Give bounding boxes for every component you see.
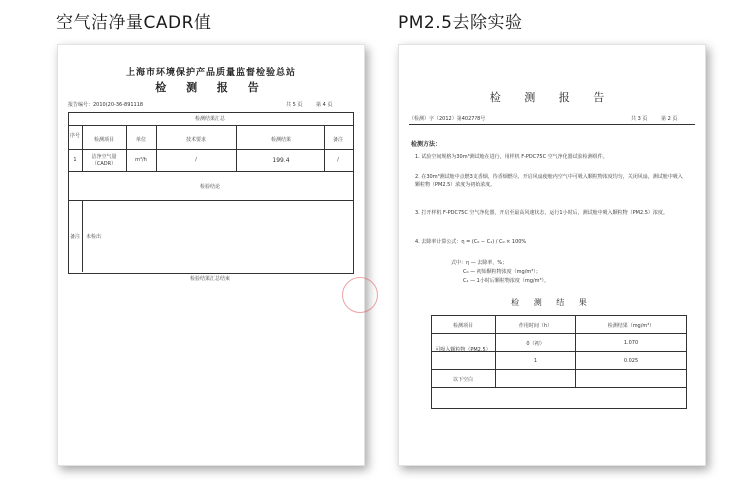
table-row-1-value: 1.070: [623, 340, 639, 346]
col-header-no: 序号: [70, 133, 81, 139]
formula-note-3: C₁ — 1小时后颗粒物浓度（mg/m³）。: [463, 278, 549, 284]
remark-text: 未检出: [86, 234, 102, 240]
report-title-right: 检 测 报 告: [489, 91, 615, 104]
caption-pm25: PM2.5去除实验: [398, 13, 523, 33]
col-header-unit: 单位: [135, 137, 146, 143]
col-header-note: 备注: [332, 137, 343, 143]
row-result-cadr: 199.4: [272, 157, 290, 164]
page-current: 第 4 页: [316, 102, 333, 108]
row-item-cadr: （CADR）: [91, 161, 117, 167]
method-step-4: 4. 去除率计算公式：η = (C₀ − C₁) / C₀ × 100%: [415, 239, 527, 245]
method-step-3: 3. 打开样机 F-PDC75C 空气净化器，开启至最高风速状态，运行1小时后，测试舱中吸入颗粒物（PM2.5）浓度。: [415, 210, 668, 216]
table-header-item: 检测项目: [452, 323, 473, 329]
red-seal-stamp: [342, 277, 378, 313]
remark-label: 备注: [70, 234, 81, 240]
pm25-report-page: [398, 44, 706, 466]
row-item: 洁净空气量: [91, 154, 117, 160]
conclusion-title: 检验结论: [199, 184, 220, 190]
row-unit: m³/h: [135, 157, 147, 163]
report-number-right: （检测）字（2012）第4027?8号: [409, 116, 486, 122]
table-row-2-time: 1: [533, 358, 538, 364]
method-step-2: 2. 在30m³测试舱中点燃3支香烟，待香烟燃尽，开启风扇使舱内空气中可吸入颗粒物浓度均匀，关闭风扇，测试舱中吸入颗粒物（PM2.5）浓度为初始浓度。: [415, 174, 683, 188]
report-number: 报告编号：2010(20-36-891118: [68, 102, 144, 108]
formula-note-1: 式中：η — 去除率，%；: [451, 260, 508, 266]
method-step-1: 1. 试验空间规格为30m³测试舱在进行，用样机 F-PDC75C 空气净化器试验检测组件。: [415, 154, 608, 160]
col-header-result: 检测结果: [270, 137, 291, 143]
end-note: 检验结果汇总结束: [189, 276, 230, 282]
result-title: 检 测 结 果: [511, 298, 593, 307]
formula-note-2: C₀ — 初始颗粒物浓度（mg/m³）；: [463, 269, 541, 275]
table-row-2-value: 0.025: [623, 358, 639, 364]
report-organization: 上海市环境保护产品质量监督检验总站: [125, 68, 296, 78]
cadr-report-page: [57, 44, 365, 466]
page-total-right: 共 3 页: [631, 116, 648, 122]
section-title: 检测结果汇总: [194, 116, 225, 122]
row-requirement: /: [195, 157, 197, 163]
row-note: /: [337, 157, 339, 163]
col-header-requirement: 技术要求: [185, 137, 206, 143]
table-item-pm25: 可吸入颗粒物（PM2.5）: [435, 347, 491, 353]
col-header-item: 检测项目: [93, 137, 114, 143]
table-row-1-time: 0（初）: [526, 341, 545, 347]
page-total: 共 5 页: [286, 102, 303, 108]
row-no: 1: [73, 157, 77, 163]
caption-cadr: 空气洁净量CADR值: [56, 13, 212, 33]
report-title: 检 测 报 告: [155, 81, 267, 94]
page-current-right: 第 2 页: [661, 116, 678, 122]
table-header-result: 检测结果（mg/m³）: [607, 323, 655, 329]
table-header-time: 作用时间（h）: [518, 323, 553, 329]
method-title: 检测方法：: [411, 141, 442, 148]
table-footer: 以下空白: [452, 377, 473, 383]
